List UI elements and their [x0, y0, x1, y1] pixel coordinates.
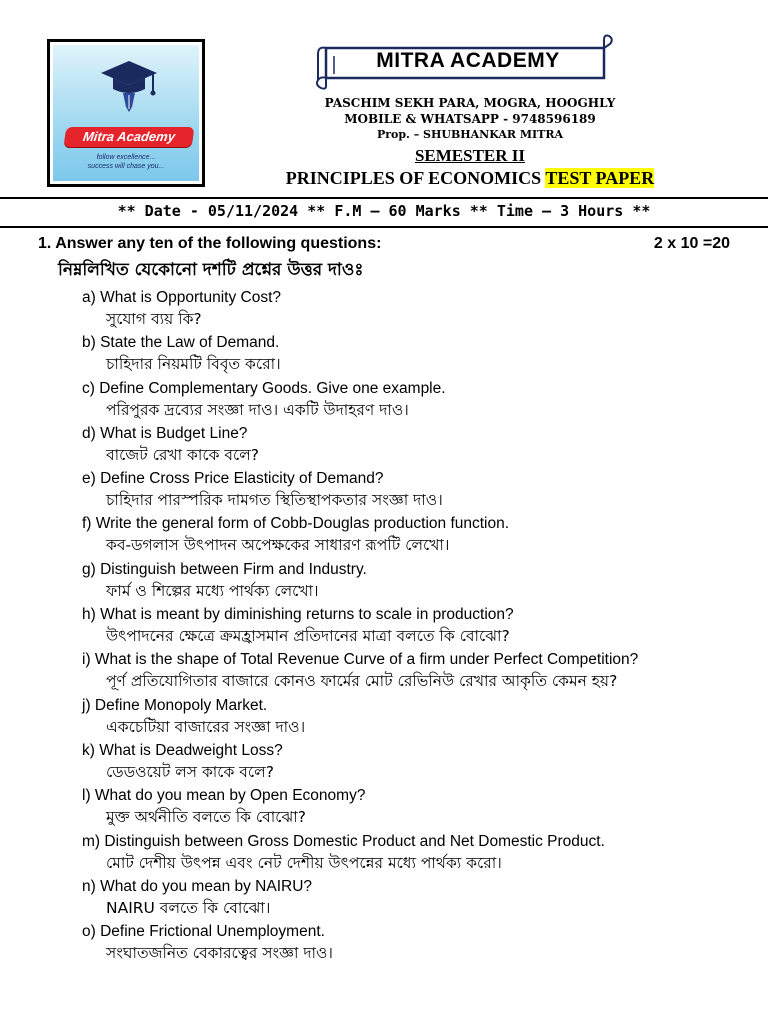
question-item — [82, 650, 762, 695]
graduation-cap-icon — [99, 57, 159, 113]
divider-bottom — [0, 226, 768, 228]
academy-proprietor: Prop. – SHUBHANKAR MITRA — [376, 128, 564, 141]
academy-name: MITRA ACADEMY — [376, 49, 560, 72]
question-english: k) What is Deadweight Loss? — [82, 741, 283, 759]
question-bengali: একচেটিয়া বাজারের সংজ্ঞা দাও। — [106, 717, 306, 736]
question-bengali: মোট দেশীয় উৎপন্ন এবং নেট দেশীয় উৎপন্নের মধ্যে পার্থক্য করো। — [106, 853, 502, 872]
question-english: c) Define Complementary Goods. Give one example. — [82, 379, 446, 397]
logo-tagline-line-1: follow excellence... — [96, 154, 156, 161]
logo-brand-text: Mitra Academy — [64, 127, 195, 147]
logo-tagline — [53, 153, 199, 171]
question-bengali: পূর্ণ প্রতিযোগিতার বাজারে কোনও ফার্মের মোট রেভিনিউ রেখার আকৃতি কেমন হয়? — [106, 672, 618, 691]
question-list — [82, 288, 762, 967]
paper-type-highlight: TEST PAPER — [545, 168, 655, 188]
question-bengali: মুক্ত অর্থনীতি বলতে কি বোঝো? — [106, 808, 306, 827]
question-item — [82, 832, 762, 877]
question-item — [82, 741, 762, 786]
subject-name: PRINCIPLES OF ECONOMICS — [285, 168, 542, 188]
logo-background — [53, 45, 199, 181]
question-item — [82, 877, 762, 922]
section-heading-bengali: নিম্নলিখিত যেকোনো দশটি প্রশ্নের উত্তর দাওঃ — [58, 260, 364, 280]
question-item — [82, 333, 762, 378]
question-english: n) What do you mean by NAIRU? — [82, 877, 313, 895]
section-heading: 1. Answer any ten of the following questions: — [38, 235, 382, 252]
question-bengali: ফার্ম ও শিল্পের মধ্যে পার্থক্য লেখো। — [106, 581, 319, 600]
question-english: o) Define Frictional Unemployment. — [82, 923, 325, 941]
question-english: b) State the Law of Demand. — [82, 334, 280, 352]
question-item — [82, 379, 762, 424]
question-english: i) What is the shape of Total Revenue Curve of a firm under Perfect Competition? — [82, 651, 639, 669]
question-bengali: কব-ডগলাস উৎপাদন অপেক্ষকের সাধারণ রূপটি লেখো। — [106, 536, 450, 555]
question-bengali: উৎপাদনের ক্ষেত্রে ক্রমহ্রাসমান প্রতিদানের মাত্রা বলতে কি বোঝো? — [106, 627, 510, 646]
question-item — [82, 288, 762, 333]
question-item — [82, 424, 762, 469]
question-item — [82, 696, 762, 741]
question-english: j) Define Monopoly Market. — [82, 696, 268, 714]
question-item — [82, 514, 762, 559]
question-bengali: চাহিদার নিয়মটি বিবৃত করো। — [106, 355, 281, 374]
semester-title: SEMESTER II — [414, 146, 526, 165]
academy-logo — [47, 39, 205, 187]
academy-address: PASCHIM SEKH PARA, MOGRA, HOOGHLY — [324, 96, 616, 110]
question-bengali: চাহিদার পারস্পরিক দামগত স্থিতিস্থাপকতার সংজ্ঞা দাও। — [106, 491, 443, 510]
question-english: m) Distinguish between Gross Domestic Product and Net Domestic Product. — [82, 832, 605, 850]
question-bengali: পরিপুরক দ্রব্যের সংজ্ঞা দাও। একটি উদাহরণ দাও। — [106, 400, 409, 419]
paper-title — [240, 168, 700, 189]
question-bengali: সুযোগ ব্যয় কি? — [106, 310, 202, 328]
question-bengali: NAIRU বলতে কি বোঝো। — [106, 898, 271, 917]
exam-info: ** Date - 05/11/2024 ** F.M – 60 Marks ** Time – 3 Hours ** — [117, 202, 651, 220]
question-english: e) Define Cross Price Elasticity of Demand? — [82, 470, 384, 488]
question-english: f) Write the general form of Cobb-Douglas production function. — [82, 515, 510, 533]
question-english: g) Distinguish between Firm and Industry. — [82, 560, 367, 578]
question-english: h) What is meant by diminishing returns to scale in production? — [82, 606, 514, 624]
question-english: a) What is Opportunity Cost? — [82, 289, 281, 306]
question-item — [82, 560, 762, 605]
question-item — [82, 605, 762, 650]
academy-contact: MOBILE & WHATSAPP - 9748596189 — [344, 112, 596, 126]
divider-top — [0, 197, 768, 199]
logo-tagline-line-2: success will chase you... — [87, 163, 165, 170]
question-bengali: ডেডওয়েট লস কাকে বলে? — [106, 762, 274, 781]
question-english: l) What do you mean by Open Economy? — [82, 787, 366, 805]
question-bengali: সংঘাতজনিত বেকারত্বের সংজ্ঞা দাও। — [106, 944, 333, 963]
question-bengali: বাজেট রেখা কাকে বলে? — [106, 445, 259, 464]
section-marks: 2 x 10 =20 — [653, 235, 730, 252]
question-item — [82, 469, 762, 514]
question-english: d) What is Budget Line? — [82, 424, 248, 442]
question-item — [82, 922, 762, 967]
question-item — [82, 786, 762, 831]
